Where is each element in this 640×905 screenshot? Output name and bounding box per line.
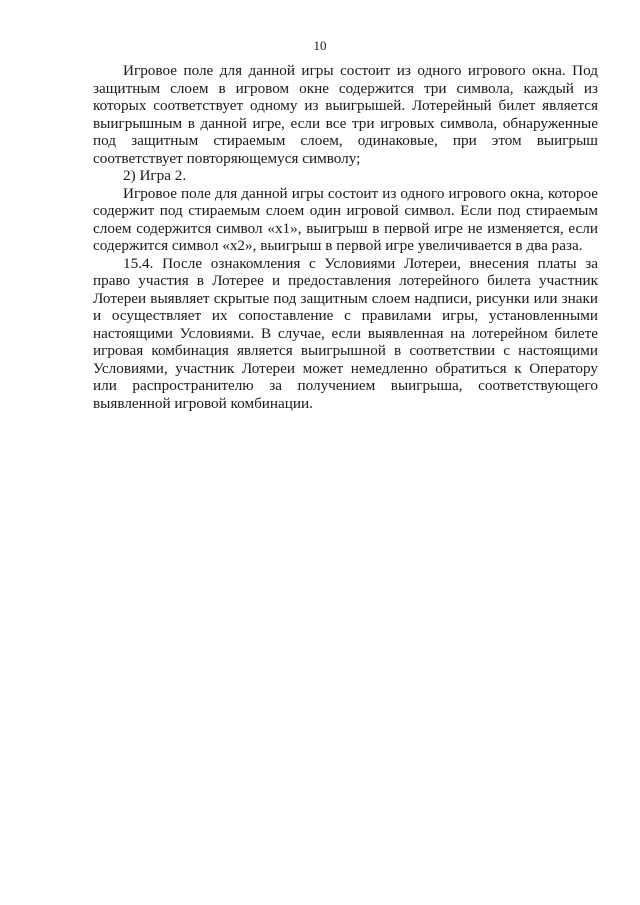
paragraph-game2-description: Игровое поле для данной игры состоит из одного игрового окна, которое содержит под стираемым слоем один игровой символ. Если под стираемым слоем содержится символ «х1», выигрыш в первой игре не изменяется, если содержится символ «х2», выигрыш в первой игре увеличивается в два раза. bbox=[93, 184, 598, 254]
paragraph-game2-heading: 2) Игра 2. bbox=[123, 167, 187, 184]
document-body bbox=[93, 62, 598, 412]
page-number: 10 bbox=[313, 38, 327, 53]
paragraph-section-15-4: 15.4. После ознакомления с Условиями Лотереи, внесения платы за право участия в Лотерее и предоставления лотерейного билета участник Лотереи выявляет скрытые под защитным слоем надписи, рисунки или знаки и осуществляет их сопоставление с правилами игры, установленными настоящими Условиями. В случае, если выявленная на лотерейном билете игровая комбинация является выигрышной в соответствии с настоящими Условиями, участник Лотереи может немедленно обратиться к Оператору или распространителю за получением выигрыша, соответствующего выявленной игровой комбинации. bbox=[93, 254, 598, 412]
paragraph-game1-description: Игровое поле для данной игры состоит из одного игрового окна. Под защитным слоем в игровом окне содержится три символа, каждый из которых соответствует одному из выигрышей. Лотерейный билет является выигрышным в данной игре, если все три игровых символа, обнаруженные под защитным стираемым слоем, одинаковые, при этом выигрыш соответствует повторяющемуся символу; bbox=[93, 62, 598, 167]
